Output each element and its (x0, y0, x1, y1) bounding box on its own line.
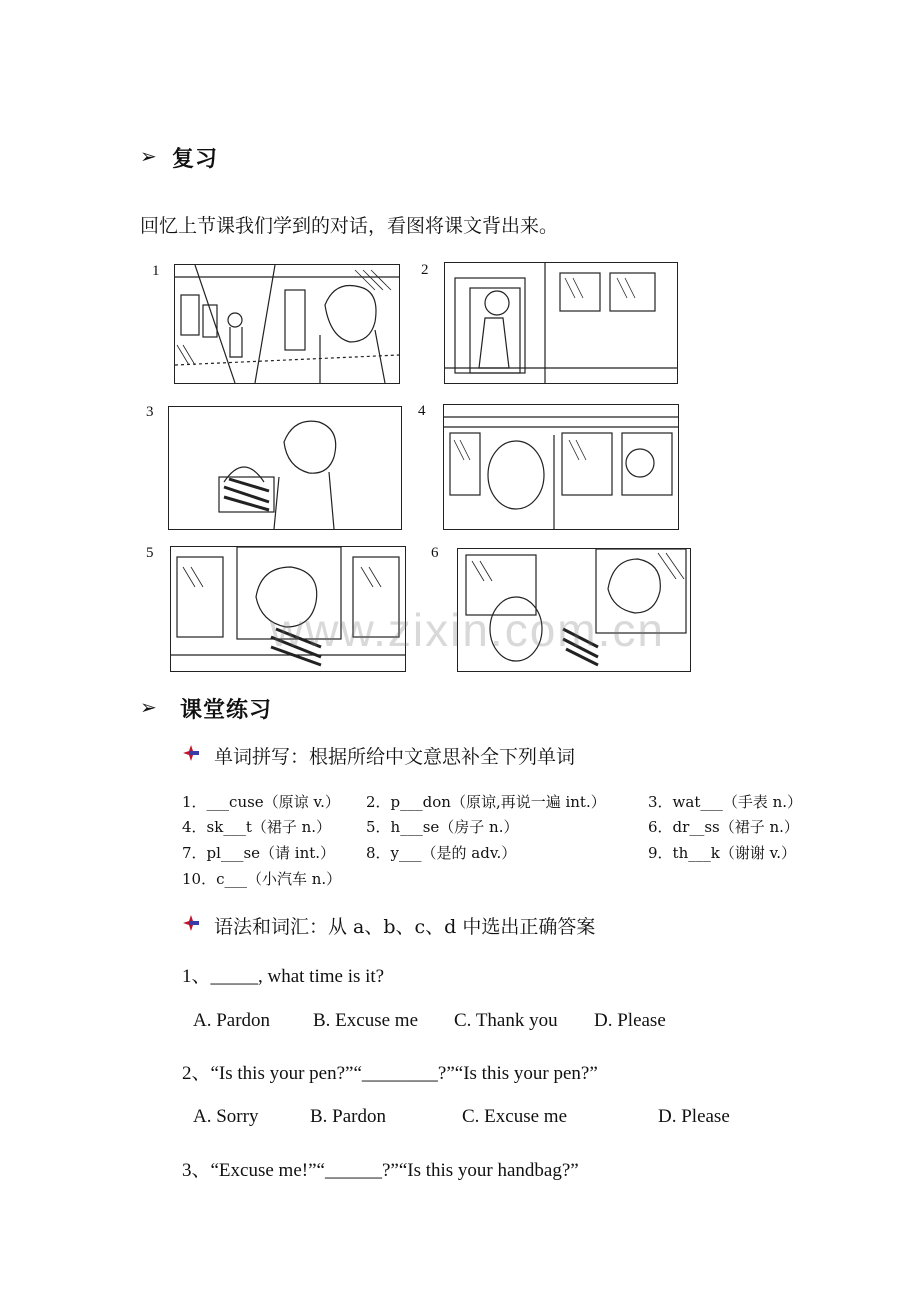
review-heading: 复习 (172, 146, 219, 172)
section-arrow-icon: ➢ (140, 144, 157, 168)
vocab-item: 5．h___se（房子 n.） (366, 818, 519, 836)
question-option: B. Excuse me (313, 1010, 419, 1031)
vocab-item: 9．th___k（谢谢 v.） (648, 844, 797, 862)
comic-panel-3 (168, 406, 402, 530)
vocab-item: 3．wat___（手表 n.） (648, 793, 803, 811)
vocab-title: 单词拼写：根据所给中文意思补全下列单词 (214, 746, 576, 768)
comic-panel-4 (443, 404, 679, 530)
comic-panel-1 (174, 264, 400, 384)
vocab-item: 7．pl___se（请 int.） (182, 844, 336, 862)
section-arrow-icon: ➢ (140, 695, 157, 719)
practice-heading: 课堂练习 (180, 697, 273, 723)
question-stem: 1、_____, what time is it? (182, 966, 385, 987)
review-instruction: 回忆上节课我们学到的对话，看图将课文背出来。 (140, 215, 559, 237)
comic-panel-2 (444, 262, 678, 384)
vocab-item: 2．p___don（原谅,再说一遍 int.） (366, 793, 606, 811)
question-option: C. Excuse me (462, 1106, 568, 1127)
panel-number: 6 (431, 545, 439, 561)
question-stem: 3、“Excuse me!”“______?”“Is this your handbag?” (182, 1160, 579, 1181)
panel-number: 2 (421, 262, 429, 278)
bullet-icon (182, 914, 200, 932)
question-option: C. Thank you (454, 1010, 558, 1031)
question-option: D. Please (594, 1010, 666, 1031)
vocab-item: 8．y___（是的 adv.） (366, 844, 517, 862)
vocab-item: 10．c___（小汽车 n.） (182, 870, 342, 888)
question-option: B. Pardon (310, 1106, 386, 1127)
vocab-item: 1．___cuse（原谅 v.） (182, 793, 340, 811)
panel-number: 3 (146, 404, 154, 420)
watermark: www.zixin.com.cn (270, 604, 665, 656)
bullet-icon (182, 744, 200, 762)
vocab-item: 6．dr__ss（裙子 n.） (648, 818, 799, 836)
vocab-item: 4．sk___t（裙子 n.） (182, 818, 332, 836)
panel-number: 4 (418, 403, 426, 419)
question-option: A. Pardon (193, 1010, 271, 1031)
question-stem: 2、“Is this your pen?”“________?”“Is this your pen?” (182, 1063, 598, 1084)
question-option: A. Sorry (193, 1106, 259, 1127)
panel-number: 5 (146, 545, 154, 561)
panel-number: 1 (152, 263, 160, 279)
grammar-title: 语法和词汇：从 a、b、c、d 中选出正确答案 (214, 916, 596, 938)
question-option: D. Please (658, 1106, 730, 1127)
